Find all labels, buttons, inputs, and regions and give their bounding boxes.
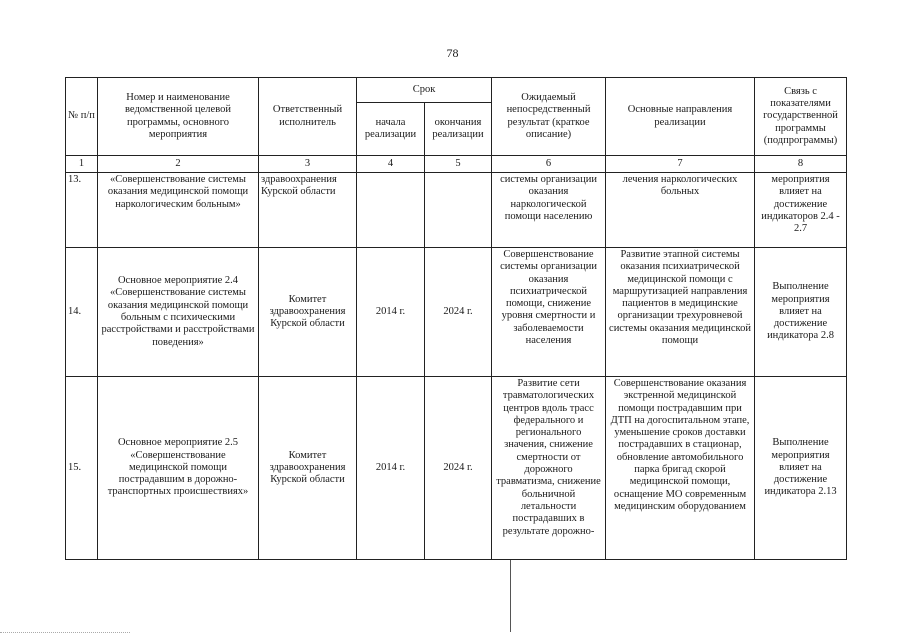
header-directions: Основные направления реализации (606, 78, 755, 156)
row-end (425, 173, 492, 248)
header-term: Срок (357, 78, 492, 103)
row-directions: Развитие этапной системы оказания психиатрической медицинской помощи с маршрутизацией направления пациентов в медицинские организации трехуровневой системы оказания медицинской помощи (606, 248, 755, 377)
header-start: начала реализации (357, 103, 425, 156)
column-number: 1 (66, 156, 98, 173)
row-end: 2024 г. (425, 248, 492, 377)
table-row (66, 248, 847, 377)
row-name: Основное мероприятие 2.5 «Совершенствование медицинской помощи пострадавшим в дорожно-транспортных происшествиях» (98, 377, 259, 560)
column-number: 2 (98, 156, 259, 173)
table-row (66, 173, 847, 248)
row-end: 2024 г. (425, 377, 492, 560)
column-number: 6 (492, 156, 606, 173)
scan-artifact-line (510, 560, 511, 632)
column-number: 4 (357, 156, 425, 173)
header-num: № п/п (66, 78, 98, 156)
row-link: Выполнение мероприятия влияет на достижение индикатора 2.13 (755, 377, 847, 560)
table-row (66, 377, 847, 560)
row-executor: Комитет здравоохранения Курской области (259, 377, 357, 560)
row-name: Основное мероприятие 2.4 «Совершенствование системы оказания медицинской помощи больным с психическими расстройствами и расстройствами поведения» (98, 248, 259, 377)
row-directions: Совершенствование оказания экстренной медицинской помощи пострадавшим при ДТП на догоспитальном этапе, уменьшение сроков доставки пострадавших в стационар, обновление автомобильного парка бригад скорой медицинской помощи, оснащение МО современным медицинским оборудованием (606, 377, 755, 560)
header-result: Ожидаемый непосредственный результат (краткое описание) (492, 78, 606, 156)
row-name: «Совершенствование системы оказания медицинской помощи наркологическим больным» (98, 173, 259, 248)
program-table (65, 77, 847, 560)
column-number-row (66, 156, 847, 173)
header-executor: Ответственный исполнитель (259, 78, 357, 156)
page-number: 78 (446, 46, 459, 60)
column-number: 3 (259, 156, 357, 173)
row-link: мероприятия влияет на достижение индикаторов 2.4 - 2.7 (755, 173, 847, 248)
column-number: 7 (606, 156, 755, 173)
row-executor: здравоохранения Курской области (259, 173, 357, 248)
row-start: 2014 г. (357, 377, 425, 560)
row-number: 13. (66, 173, 98, 248)
row-start (357, 173, 425, 248)
row-number: 14. (66, 248, 98, 377)
header-end: окончания реализации (425, 103, 492, 156)
column-number: 8 (755, 156, 847, 173)
row-link: Выполнение мероприятия влияет на достижение индикатора 2.8 (755, 248, 847, 377)
column-number: 5 (425, 156, 492, 173)
scan-artifact-smudge (0, 632, 130, 635)
header-name: Номер и наименование ведомственной целевой программы, основного мероприятия (98, 78, 259, 156)
row-result: Развитие сети травматологических центров вдоль трасс федерального и регионального значения, снижение смертности от дорожного травматизма, снижение больничной летальности пострадавших в результате дорожно- (492, 377, 606, 560)
row-result: системы организации оказания наркологической помощи населению (492, 173, 606, 248)
row-number: 15. (66, 377, 98, 560)
row-directions: лечения наркологических больных (606, 173, 755, 248)
row-executor: Комитет здравоохранения Курской области (259, 248, 357, 377)
row-start: 2014 г. (357, 248, 425, 377)
row-result: Совершенствование системы организации оказания психиатрической помощи, снижение уровня смертности и заболеваемости населения (492, 248, 606, 377)
header-row (66, 78, 847, 103)
header-link: Связь с показателями государственной программы (подпрограммы) (755, 78, 847, 156)
